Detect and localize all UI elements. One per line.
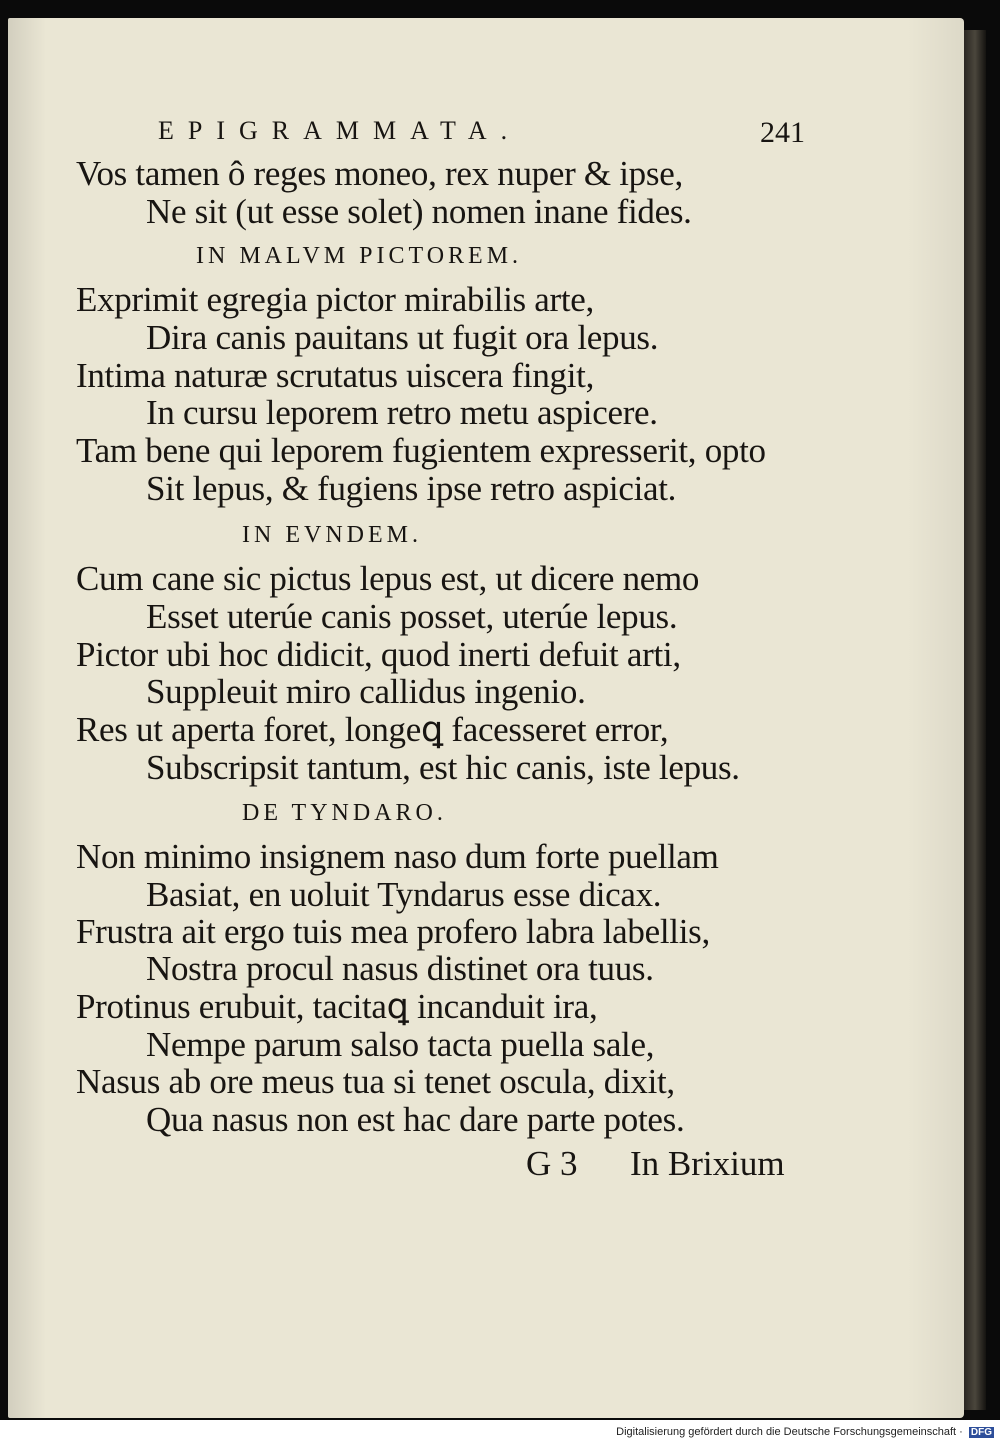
verse-line: Res ut aperta foret, longeꝗ facesseret error,	[76, 710, 669, 749]
running-head: EPIGRAMMATA.	[158, 116, 522, 145]
dfg-logo: DFG	[970, 1426, 992, 1438]
signature-mark: G 3	[526, 1144, 578, 1183]
verse-line: Nasus ab ore meus tua si tenet oscula, dixit,	[76, 1062, 675, 1101]
verse-line: Cum cane sic pictus lepus est, ut dicere nemo	[76, 559, 700, 598]
credit-text: Digitalisierung gefördert durch die Deutsche Forschungsgemeinschaft ·	[616, 1426, 963, 1438]
verse-line: Tam bene qui leporem fugientem expresserit, opto	[76, 431, 766, 470]
verse-line: Frustra ait ergo tuis mea profero labra labellis,	[76, 912, 710, 951]
digitization-credit	[616, 1426, 994, 1438]
verse-line: Sit lepus, & fugiens ipse retro aspiciat.	[146, 469, 677, 508]
verse-line: Ne sit (ut esse solet) nomen inane fides.	[146, 192, 692, 231]
verse-line: Suppleuit miro callidus ingenio.	[146, 672, 586, 711]
catchword: In Brixium	[630, 1144, 785, 1183]
verse-line: Intima naturæ scrutatus uiscera fingit,	[76, 356, 595, 395]
book-edge	[964, 30, 986, 1410]
verse-line: Pictor ubi hoc didicit, quod inerti defuit arti,	[76, 635, 681, 674]
verse-line: Esset uterúe canis posset, uterúe lepus.	[146, 597, 678, 636]
verse-line: Qua nasus non est hac dare parte potes.	[146, 1100, 685, 1139]
verse-line: Basiat, en uoluit Tyndarus esse dicax.	[146, 875, 662, 914]
verse-line: Dira canis pauitans ut fugit ora lepus.	[146, 318, 659, 357]
verse-line: Subscripsit tantum, est hic canis, iste lepus.	[146, 748, 740, 787]
book-page	[8, 18, 964, 1418]
verse-line: Exprimit egregia pictor mirabilis arte,	[76, 280, 594, 319]
verse-line: Non minimo insignem naso dum forte puellam	[76, 837, 719, 876]
verse-line: Protinus erubuit, tacitaꝗ incanduit ira,	[76, 987, 598, 1026]
verse-line: Nempe parum salso tacta puella sale,	[146, 1025, 655, 1064]
page-number: 241	[760, 116, 805, 149]
poem-heading: DE TYNDARO.	[242, 800, 447, 826]
poem-heading: IN MALVM PICTOREM.	[196, 243, 523, 269]
poem-heading: IN EVNDEM.	[242, 522, 422, 548]
verse-line: Nostra procul nasus distinet ora tuus.	[146, 949, 654, 988]
verse-line: Vos tamen ô reges moneo, rex nuper & ipse,	[76, 154, 683, 193]
verse-line: In cursu leporem retro metu aspicere.	[146, 393, 658, 432]
